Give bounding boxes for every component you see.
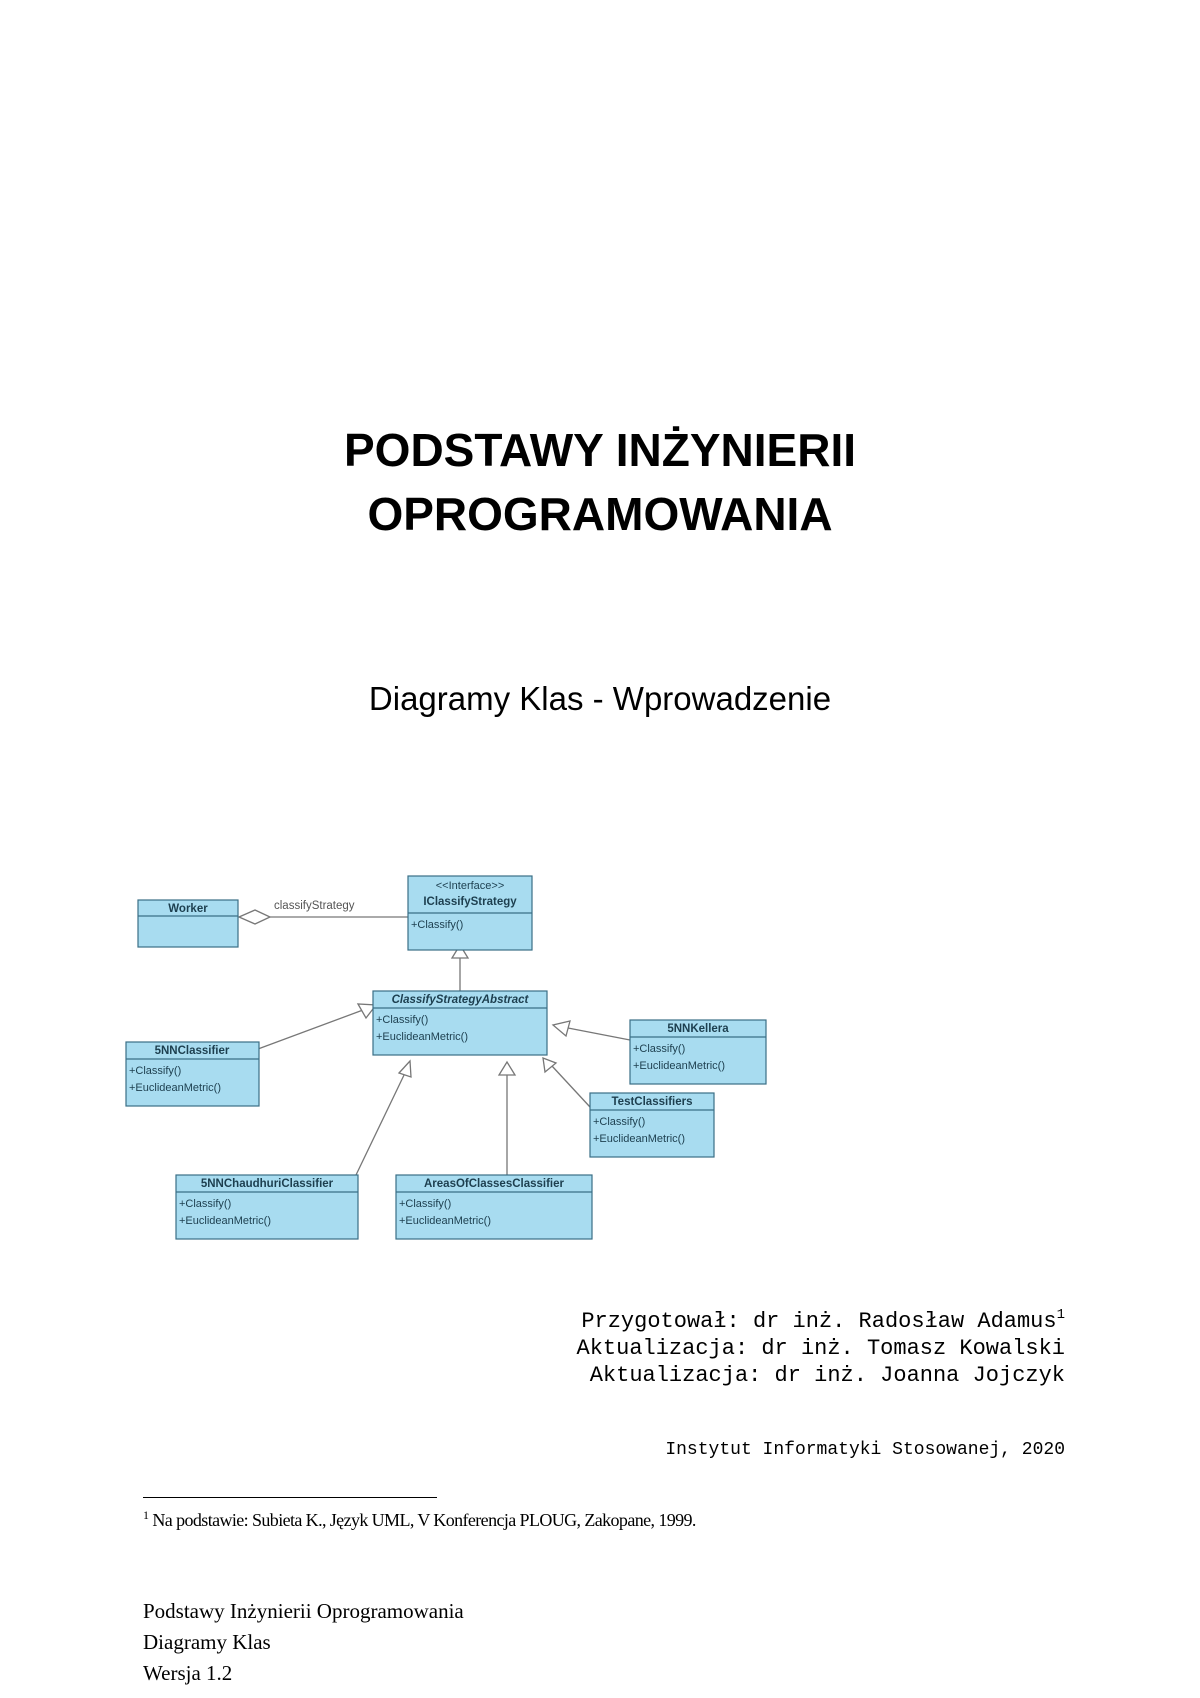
generalization-testclassifiers bbox=[552, 1066, 590, 1107]
class-worker bbox=[138, 900, 238, 947]
class-chaudhuri-method-2: +EuclideanMetric() bbox=[179, 1215, 272, 1227]
class-5nnkellera-method-2: +EuclideanMetric() bbox=[633, 1060, 726, 1072]
class-testclassifiers-name: TestClassifiers bbox=[611, 1096, 693, 1108]
footnote-number: 1 bbox=[143, 1508, 149, 1522]
generalization-5nnkellera bbox=[568, 1028, 630, 1040]
footnote-separator bbox=[143, 1497, 437, 1498]
class-5nnclassifier-method-2: +EuclideanMetric() bbox=[129, 1082, 222, 1094]
uml-class-diagram bbox=[120, 870, 780, 1240]
footnote-reference: 1 bbox=[1056, 1307, 1065, 1323]
class-testclassifiers bbox=[590, 1093, 714, 1157]
arrowhead-testclassifiers bbox=[543, 1058, 556, 1072]
interface-method: +Classify() bbox=[411, 919, 464, 931]
class-5nnchaudhuriclassifier bbox=[176, 1175, 358, 1239]
arrowhead-areasofclasses bbox=[499, 1062, 515, 1075]
arrowhead-chaudhuri bbox=[399, 1061, 411, 1077]
authors-block bbox=[577, 1308, 1065, 1389]
generalization-5nnclassifier bbox=[258, 1010, 363, 1049]
footer-course: Podstawy Inżynierii Oprogramowania bbox=[143, 1599, 464, 1623]
abstract-method-1: +Classify() bbox=[376, 1014, 429, 1026]
aggregation-diamond bbox=[239, 910, 270, 924]
interface-name: IClassifyStrategy bbox=[423, 896, 517, 908]
class-5nnkellera bbox=[630, 1020, 766, 1084]
interface-iclassifystrategy bbox=[408, 876, 532, 950]
association-label: classifyStrategy bbox=[274, 900, 355, 912]
class-classifystrategyabstract bbox=[373, 991, 547, 1055]
class-areasofclasses-name: AreasOfClassesClassifier bbox=[424, 1178, 564, 1190]
class-testclassifiers-method-2: +EuclideanMetric() bbox=[593, 1133, 686, 1145]
interface-stereotype: <<Interface>> bbox=[435, 880, 505, 892]
footer-version: Wersja 1.2 bbox=[143, 1661, 233, 1685]
class-5nnkellera-method-1: +Classify() bbox=[633, 1043, 686, 1055]
footnote bbox=[143, 1510, 696, 1531]
arrowhead-5nnkellera bbox=[553, 1021, 570, 1036]
class-5nnclassifier-name: 5NNClassifier bbox=[154, 1045, 230, 1057]
class-worker-name: Worker bbox=[168, 903, 208, 915]
class-5nnclassifier-method-1: +Classify() bbox=[129, 1065, 182, 1077]
class-areasofclasses-method-1: +Classify() bbox=[399, 1198, 452, 1210]
class-areasofclassesclassifier bbox=[396, 1175, 592, 1239]
class-5nnclassifier bbox=[126, 1042, 259, 1106]
abstract-class-name: ClassifyStrategyAbstract bbox=[391, 994, 529, 1006]
title-line-2: OPROGRAMOWANIA bbox=[367, 488, 833, 540]
author-update-2: Aktualizacja: dr inż. Joanna Jojczyk bbox=[589, 1363, 1065, 1388]
class-5nnkellera-name: 5NNKellera bbox=[667, 1023, 729, 1035]
footer-topic: Diagramy Klas bbox=[143, 1630, 271, 1654]
author-prepared-line bbox=[577, 1308, 1065, 1335]
generalization-chaudhuri bbox=[356, 1073, 405, 1175]
class-chaudhuri-method-1: +Classify() bbox=[179, 1198, 232, 1210]
institute-line: Instytut Informatyki Stosowanej, 2020 bbox=[665, 1440, 1065, 1460]
author-update-1: Aktualizacja: dr inż. Tomasz Kowalski bbox=[576, 1336, 1065, 1361]
title-line-1: PODSTAWY INŻYNIERII bbox=[343, 424, 857, 476]
author-prepared: Przygotował: dr inż. Radosław Adamus bbox=[581, 1309, 1057, 1334]
footnote-text: Na podstawie: Subieta K., Język UML, V Konferencja PLOUG, Zakopane, 1999. bbox=[152, 1510, 696, 1530]
class-areasofclasses-method-2: +EuclideanMetric() bbox=[399, 1215, 492, 1227]
abstract-method-2: +EuclideanMetric() bbox=[376, 1031, 469, 1043]
page-footer bbox=[143, 1596, 464, 1689]
class-testclassifiers-method-1: +Classify() bbox=[593, 1116, 646, 1128]
document-title bbox=[0, 418, 1200, 546]
document-subtitle: Diagramy Klas - Wprowadzenie bbox=[368, 680, 832, 717]
class-chaudhuri-name: 5NNChaudhuriClassifier bbox=[200, 1178, 334, 1190]
